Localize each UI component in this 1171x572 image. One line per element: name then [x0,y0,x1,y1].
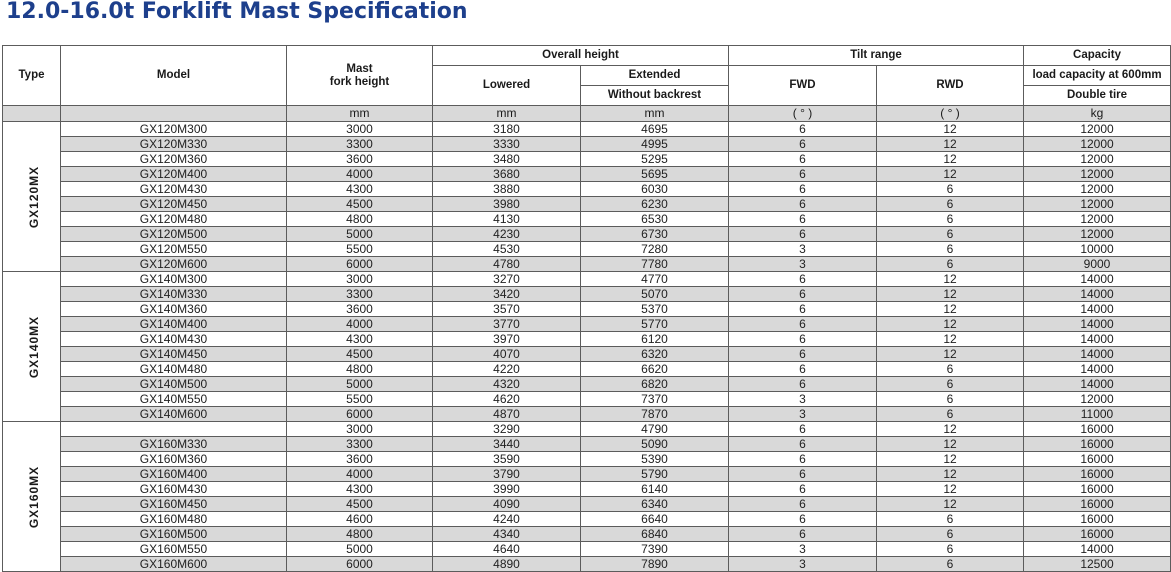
mast-fork-height-cell: 3300 [287,137,433,152]
rwd-tilt-cell: 12 [877,137,1024,152]
header-rwd: RWD [877,66,1024,106]
rwd-tilt-cell: 12 [877,332,1024,347]
table-row [3,407,1171,422]
lowered-height-cell: 3970 [433,332,581,347]
lowered-height-cell: 4890 [433,557,581,572]
rwd-tilt-cell: 12 [877,152,1024,167]
table-row [3,467,1171,482]
table-row [3,347,1171,362]
lowered-height-cell: 4780 [433,257,581,272]
mast-fork-height-cell: 4500 [287,347,433,362]
table-row [3,257,1171,272]
model-cell: GX160M360 [61,452,287,467]
mast-fork-height-cell: 4500 [287,497,433,512]
model-cell: GX160M480 [61,512,287,527]
header-load-capacity: load capacity at 600mm [1024,66,1171,86]
table-row [3,242,1171,257]
rwd-tilt-cell: 6 [877,257,1024,272]
mast-fork-height-cell: 5000 [287,377,433,392]
mast-fork-height-cell: 6000 [287,557,433,572]
extended-height-cell: 5295 [581,152,729,167]
model-cell: GX120M500 [61,227,287,242]
extended-height-cell: 7390 [581,542,729,557]
unit-fwd: ( ° ) [729,106,877,122]
extended-height-cell: 7870 [581,407,729,422]
mast-fork-height-cell: 3300 [287,437,433,452]
lowered-height-cell: 4340 [433,527,581,542]
table-row [3,332,1171,347]
model-cell: GX140M330 [61,287,287,302]
extended-height-cell: 5390 [581,452,729,467]
extended-height-cell: 7370 [581,392,729,407]
type-group-cell [3,122,61,272]
model-cell: GX140M430 [61,332,287,347]
mast-fork-height-cell: 5500 [287,242,433,257]
table-body [3,122,1171,572]
table-row [3,227,1171,242]
model-cell: GX120M330 [61,137,287,152]
model-cell: GX160M550 [61,542,287,557]
extended-height-cell: 6840 [581,527,729,542]
model-cell: GX140M550 [61,392,287,407]
capacity-cell: 16000 [1024,512,1171,527]
header-mast-fork-height [287,46,433,106]
page-title: 12.0-16.0t Forklift Mast Specification [6,0,468,24]
header-double-tire: Double tire [1024,86,1171,106]
rwd-tilt-cell: 12 [877,167,1024,182]
mast-fork-height-cell: 4800 [287,212,433,227]
fwd-tilt-cell: 6 [729,362,877,377]
mast-fork-height-cell: 3600 [287,302,433,317]
table-row [3,302,1171,317]
unit-extended: mm [581,106,729,122]
table-row [3,527,1171,542]
model-cell: GX120M400 [61,167,287,182]
extended-height-cell: 7280 [581,242,729,257]
header-fwd: FWD [729,66,877,106]
fwd-tilt-cell: 6 [729,347,877,362]
extended-height-cell: 6230 [581,197,729,212]
model-cell: GX120M480 [61,212,287,227]
capacity-cell: 14000 [1024,347,1171,362]
lowered-height-cell: 3480 [433,152,581,167]
fwd-tilt-cell: 3 [729,542,877,557]
header-mast-line2: fork height [329,75,390,88]
header-overall-height: Overall height [433,46,729,66]
extended-height-cell: 6530 [581,212,729,227]
mast-spec-table [2,45,1171,572]
lowered-height-cell: 4320 [433,377,581,392]
capacity-cell: 14000 [1024,287,1171,302]
lowered-height-cell: 3270 [433,272,581,287]
capacity-cell: 16000 [1024,452,1171,467]
table-row [3,482,1171,497]
model-cell: GX120M450 [61,197,287,212]
model-cell: GX160M500 [61,527,287,542]
table-row [3,362,1171,377]
fwd-tilt-cell: 3 [729,407,877,422]
lowered-height-cell: 3570 [433,302,581,317]
table-row [3,542,1171,557]
rwd-tilt-cell: 6 [877,407,1024,422]
capacity-cell: 14000 [1024,317,1171,332]
rwd-tilt-cell: 12 [877,422,1024,437]
header-mast-line1: Mast [346,62,373,75]
lowered-height-cell: 3420 [433,287,581,302]
capacity-cell: 12000 [1024,137,1171,152]
table-row [3,137,1171,152]
unit-model-blank [61,106,287,122]
lowered-height-cell: 3790 [433,467,581,482]
mast-fork-height-cell: 4000 [287,467,433,482]
capacity-cell: 16000 [1024,467,1171,482]
lowered-height-cell: 3880 [433,182,581,197]
extended-height-cell: 6140 [581,482,729,497]
capacity-cell: 12000 [1024,197,1171,212]
mast-fork-height-cell: 3000 [287,122,433,137]
rwd-tilt-cell: 6 [877,227,1024,242]
extended-height-cell: 4790 [581,422,729,437]
rwd-tilt-cell: 12 [877,452,1024,467]
capacity-cell: 12000 [1024,122,1171,137]
fwd-tilt-cell: 6 [729,287,877,302]
table-row [3,452,1171,467]
type-group-cell [3,422,61,572]
table-row [3,152,1171,167]
capacity-cell: 12000 [1024,212,1171,227]
table-row [3,122,1171,137]
rwd-tilt-cell: 6 [877,197,1024,212]
model-cell: GX140M450 [61,347,287,362]
capacity-cell: 14000 [1024,272,1171,287]
table-row [3,317,1171,332]
lowered-height-cell: 4230 [433,227,581,242]
model-cell: GX160M330 [61,437,287,452]
type-group-cell [3,272,61,422]
mast-fork-height-cell: 3600 [287,152,433,167]
rwd-tilt-cell: 12 [877,302,1024,317]
capacity-cell: 16000 [1024,422,1171,437]
fwd-tilt-cell: 6 [729,212,877,227]
table-row [3,377,1171,392]
capacity-cell: 12000 [1024,227,1171,242]
lowered-height-cell: 3440 [433,437,581,452]
extended-height-cell: 7780 [581,257,729,272]
model-cell: GX120M430 [61,182,287,197]
table-row [3,392,1171,407]
table-row [3,557,1171,572]
fwd-tilt-cell: 6 [729,467,877,482]
rwd-tilt-cell: 6 [877,392,1024,407]
mast-fork-height-cell: 5000 [287,542,433,557]
rwd-tilt-cell: 12 [877,317,1024,332]
mast-fork-height-cell: 5000 [287,227,433,242]
mast-fork-height-cell: 3600 [287,452,433,467]
lowered-height-cell: 4870 [433,407,581,422]
model-cell: GX140M480 [61,362,287,377]
extended-height-cell: 6730 [581,227,729,242]
fwd-tilt-cell: 6 [729,497,877,512]
rwd-tilt-cell: 6 [877,512,1024,527]
model-cell: GX120M360 [61,152,287,167]
mast-fork-height-cell: 4300 [287,332,433,347]
lowered-height-cell: 4240 [433,512,581,527]
lowered-height-cell: 4130 [433,212,581,227]
mast-fork-height-cell: 3300 [287,287,433,302]
capacity-cell: 9000 [1024,257,1171,272]
rwd-tilt-cell: 12 [877,497,1024,512]
extended-height-cell: 6320 [581,347,729,362]
fwd-tilt-cell: 3 [729,257,877,272]
fwd-tilt-cell: 6 [729,317,877,332]
extended-height-cell: 6620 [581,362,729,377]
mast-fork-height-cell: 3000 [287,272,433,287]
type-group-label: GX120MX [27,165,42,228]
model-cell: GX160M430 [61,482,287,497]
lowered-height-cell: 4090 [433,497,581,512]
unit-lowered: mm [433,106,581,122]
rwd-tilt-cell: 6 [877,362,1024,377]
lowered-height-cell: 3590 [433,452,581,467]
unit-capacity: kg [1024,106,1171,122]
fwd-tilt-cell: 6 [729,227,877,242]
rwd-tilt-cell: 6 [877,182,1024,197]
extended-height-cell: 6820 [581,377,729,392]
fwd-tilt-cell: 6 [729,167,877,182]
extended-height-cell: 4695 [581,122,729,137]
model-cell: GX120M600 [61,257,287,272]
table-row [3,197,1171,212]
mast-fork-height-cell: 4000 [287,317,433,332]
header-capacity: Capacity [1024,46,1171,66]
type-group-label: GX160MX [27,465,42,528]
rwd-tilt-cell: 6 [877,527,1024,542]
fwd-tilt-cell: 6 [729,137,877,152]
fwd-tilt-cell: 6 [729,437,877,452]
lowered-height-cell: 4220 [433,362,581,377]
fwd-tilt-cell: 6 [729,332,877,347]
model-cell: GX140M400 [61,317,287,332]
header-extended: Extended [581,66,729,86]
capacity-cell: 10000 [1024,242,1171,257]
fwd-tilt-cell: 6 [729,302,877,317]
capacity-cell: 12000 [1024,182,1171,197]
extended-height-cell: 6030 [581,182,729,197]
rwd-tilt-cell: 6 [877,242,1024,257]
rwd-tilt-cell: 12 [877,272,1024,287]
capacity-cell: 12500 [1024,557,1171,572]
lowered-height-cell: 4070 [433,347,581,362]
table-row [3,272,1171,287]
capacity-cell: 12000 [1024,152,1171,167]
extended-height-cell: 6120 [581,332,729,347]
rwd-tilt-cell: 12 [877,467,1024,482]
lowered-height-cell: 3980 [433,197,581,212]
table-row [3,167,1171,182]
extended-height-cell: 4770 [581,272,729,287]
fwd-tilt-cell: 6 [729,422,877,437]
extended-height-cell: 5370 [581,302,729,317]
model-cell: GX140M500 [61,377,287,392]
fwd-tilt-cell: 6 [729,152,877,167]
rwd-tilt-cell: 6 [877,542,1024,557]
rwd-tilt-cell: 12 [877,287,1024,302]
mast-fork-height-cell: 4800 [287,362,433,377]
mast-fork-height-cell: 3000 [287,422,433,437]
mast-fork-height-cell: 4600 [287,512,433,527]
lowered-height-cell: 4620 [433,392,581,407]
header-tilt-range: Tilt range [729,46,1024,66]
capacity-cell: 14000 [1024,362,1171,377]
lowered-height-cell: 3770 [433,317,581,332]
fwd-tilt-cell: 6 [729,377,877,392]
table-row [3,512,1171,527]
header-without-backrest: Without backrest [581,86,729,106]
fwd-tilt-cell: 6 [729,512,877,527]
mast-fork-height-cell: 4000 [287,167,433,182]
rwd-tilt-cell: 12 [877,437,1024,452]
fwd-tilt-cell: 6 [729,452,877,467]
mast-fork-height-cell: 5500 [287,392,433,407]
lowered-height-cell: 3180 [433,122,581,137]
fwd-tilt-cell: 3 [729,557,877,572]
fwd-tilt-cell: 3 [729,392,877,407]
fwd-tilt-cell: 6 [729,122,877,137]
mast-fork-height-cell: 4300 [287,482,433,497]
fwd-tilt-cell: 6 [729,482,877,497]
capacity-cell: 12000 [1024,392,1171,407]
extended-height-cell: 6640 [581,512,729,527]
capacity-cell: 16000 [1024,437,1171,452]
header-model: Model [61,46,287,106]
model-cell: GX120M550 [61,242,287,257]
mast-fork-height-cell: 4300 [287,182,433,197]
unit-type-blank [3,106,61,122]
extended-height-cell: 5770 [581,317,729,332]
capacity-cell: 12000 [1024,167,1171,182]
header-lowered: Lowered [433,66,581,106]
rwd-tilt-cell: 6 [877,212,1024,227]
model-cell: GX160M600 [61,557,287,572]
rwd-tilt-cell: 12 [877,347,1024,362]
model-cell: GX140M300 [61,272,287,287]
fwd-tilt-cell: 6 [729,197,877,212]
table-row [3,437,1171,452]
model-cell: GX140M360 [61,302,287,317]
mast-fork-height-cell: 4500 [287,197,433,212]
unit-mast: mm [287,106,433,122]
fwd-tilt-cell: 6 [729,272,877,287]
model-cell: GX120M300 [61,122,287,137]
rwd-tilt-cell: 12 [877,482,1024,497]
mast-fork-height-cell: 6000 [287,407,433,422]
capacity-cell: 16000 [1024,482,1171,497]
extended-height-cell: 5695 [581,167,729,182]
lowered-height-cell: 3990 [433,482,581,497]
table-row [3,287,1171,302]
fwd-tilt-cell: 6 [729,527,877,542]
mast-fork-height-cell: 6000 [287,257,433,272]
extended-height-cell: 7890 [581,557,729,572]
table-row [3,497,1171,512]
capacity-cell: 14000 [1024,377,1171,392]
capacity-cell: 14000 [1024,332,1171,347]
rwd-tilt-cell: 12 [877,122,1024,137]
table-row [3,182,1171,197]
extended-height-cell: 6340 [581,497,729,512]
capacity-cell: 11000 [1024,407,1171,422]
header-type: Type [3,46,61,106]
fwd-tilt-cell: 6 [729,182,877,197]
lowered-height-cell: 4640 [433,542,581,557]
type-group-label: GX140MX [27,315,42,378]
unit-rwd: ( ° ) [877,106,1024,122]
lowered-height-cell: 4530 [433,242,581,257]
extended-height-cell: 5070 [581,287,729,302]
model-cell: GX160M450 [61,497,287,512]
extended-height-cell: 4995 [581,137,729,152]
capacity-cell: 14000 [1024,302,1171,317]
model-cell: GX140M600 [61,407,287,422]
capacity-cell: 16000 [1024,527,1171,542]
lowered-height-cell: 3290 [433,422,581,437]
model-cell: GX160M400 [61,467,287,482]
capacity-cell: 16000 [1024,497,1171,512]
model-cell [61,422,287,437]
fwd-tilt-cell: 3 [729,242,877,257]
extended-height-cell: 5790 [581,467,729,482]
capacity-cell: 14000 [1024,542,1171,557]
mast-fork-height-cell: 4800 [287,527,433,542]
table-row [3,422,1171,437]
table-row [3,212,1171,227]
rwd-tilt-cell: 6 [877,377,1024,392]
rwd-tilt-cell: 6 [877,557,1024,572]
extended-height-cell: 5090 [581,437,729,452]
lowered-height-cell: 3330 [433,137,581,152]
lowered-height-cell: 3680 [433,167,581,182]
